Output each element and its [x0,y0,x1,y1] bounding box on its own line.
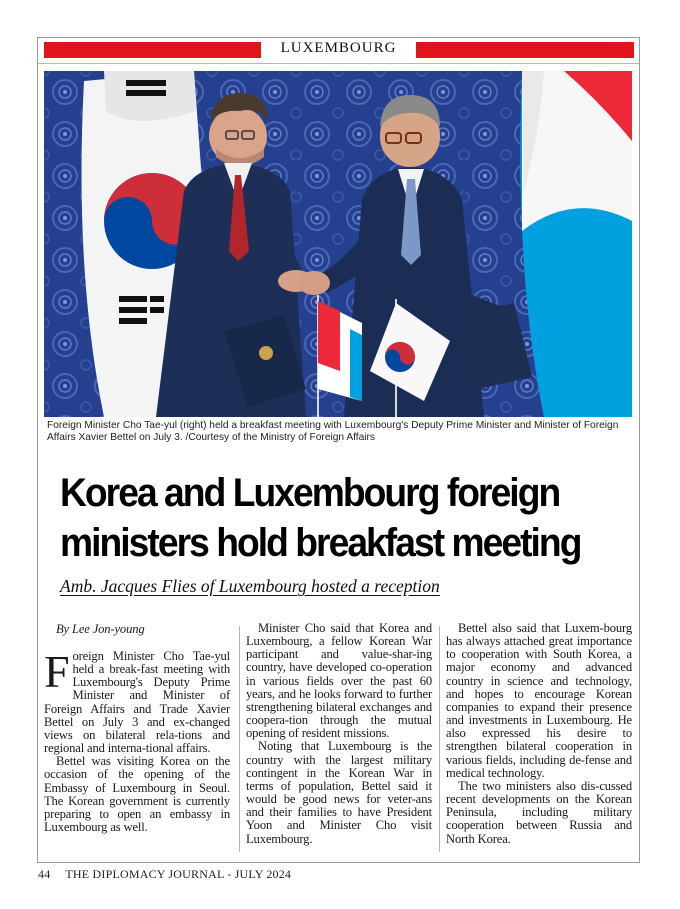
header-divider [38,63,639,64]
paragraph-2: Bettel was visiting Korea on the occasion of the opening of the Embassy of Luxembourg in Seoul. The Korean government is currently preparing to open an embassy in Luxembourg as well. [44,754,230,835]
paragraph-1: Foreign Minister Cho Tae-yul held a break-fast meeting with Luxembourg's Deputy Prime Minister and Minister of Foreign Affairs and Trade Xavier Bettel on July 3 and ex-changed views on bilateral rela-tions and regional and interna-tional affairs. [44,646,230,756]
section-label: LUXEMBOURG [280,40,397,56]
column-divider [239,626,240,852]
column-2 [246,622,432,846]
publication-name: THE DIPLOMACY JOURNAL - JULY 2024 [65,867,292,881]
article-headline [60,468,590,568]
headline-line-2: ministers hold breakfast meeting [60,521,581,565]
section-header [44,42,634,58]
column-1 [44,622,230,834]
paragraph-6: The two ministers also dis-cussed recent developments on the Korean Peninsula, including military cooperation between Russia and North Korea. [446,778,632,846]
paragraph-3: Minister Cho said that Korea and Luxembourg, a fellow Korean War participant and value-shar-ing country, have developed co-operation in various fields over the past 60 years, and he looks forward to further strengthening bilateral exchanges and coopera-tion through the mutual opening of resident missions. [246,621,432,741]
column-3 [446,622,632,846]
column-divider [439,626,440,852]
paragraph-5: Bettel also said that Luxem-bourg has always attached great importance to cooperation with South Korea, a major economy and advanced country in science and technology, and hopes to encourage Korean companies to expand their presence and investments in Luxembourg. He also expressed his desire to strengthen bilateral cooperation in various fields, including de-fense and medical technology. [446,621,632,780]
drop-cap: F [44,646,70,697]
section-bar-left [44,42,261,58]
photo-caption: Foreign Minister Cho Tae-yul (right) held a breakfast meeting with Luxembourg's Deputy Prime Minister and Minister of Foreign Affairs Xavier Bettel on July 3. /Courtesy of the Ministry of Foreign Affairs [47,420,619,443]
article-subhead: Amb. Jacques Flies of Luxembourg hosted a reception [60,576,440,596]
page-number: 44 [38,867,51,881]
article-photo [44,71,632,417]
byline: By Lee Jon-young [56,622,145,636]
paragraph-4: Noting that Luxembourg is the country with the largest military contingent in the Korean War in terms of population, Bettel said it would be good news for veter-ans and their families to have President Yoon and Minister Cho visit Luxembourg. [246,739,432,846]
section-bar-right [416,42,634,58]
page-footer [38,867,291,882]
headline-line-1: Korea and Luxembourg foreign [60,471,560,515]
